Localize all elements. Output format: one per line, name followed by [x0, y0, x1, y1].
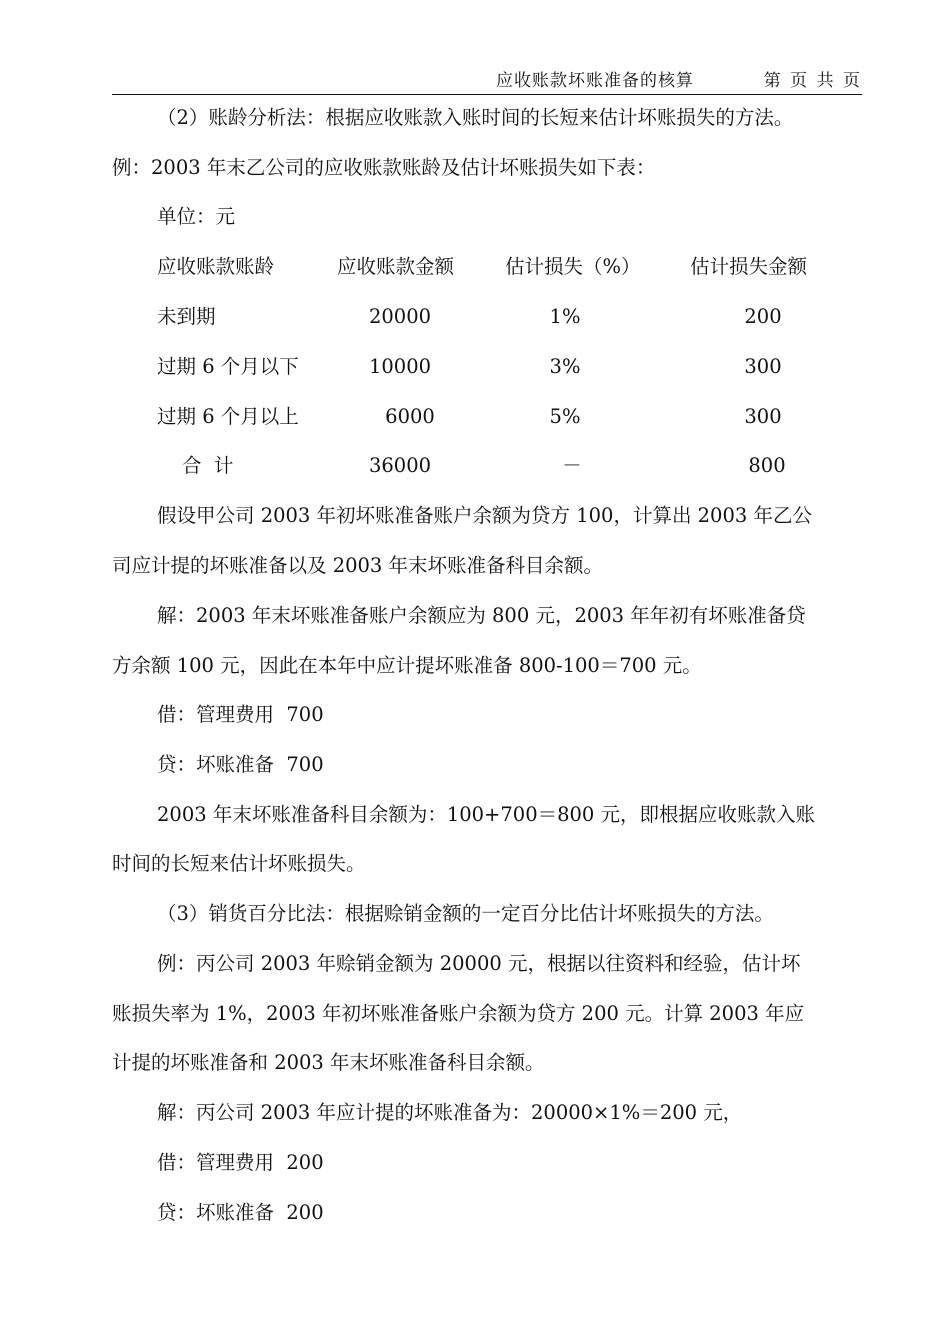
table-cell: 200: [744, 305, 782, 328]
paragraph-unit: 单位：元: [157, 205, 236, 228]
table-cell: 合 计: [182, 454, 234, 477]
table-cell: 36000: [368, 454, 432, 477]
table-cell: 20000: [368, 305, 432, 328]
paragraph-solution: 解：2003 年末坏账准备账户余额应为 800 元，2003 年年初有坏账准备贷: [157, 604, 806, 627]
journal-debit-2: 借：管理费用 200: [157, 1151, 324, 1174]
paragraph-solution-cont: 方余额 100 元，因此在本年中应计提坏账准备 800-100＝700 元。: [112, 654, 702, 677]
paragraph-sales-percent-method: （3）销货百分比法：根据赊销金额的一定百分比估计坏账损失的方法。: [157, 902, 774, 925]
journal-credit-2: 贷：坏账准备 200: [157, 1201, 324, 1224]
table-cell: －: [562, 454, 582, 477]
journal-credit: 贷：坏账准备 700: [157, 753, 324, 776]
paragraph-balance-cont: 时间的长短来估计坏账损失。: [112, 852, 366, 875]
table-cell: 3%: [549, 355, 581, 378]
paragraph-example-intro: 例：2003 年末乙公司的应收账款账龄及估计坏账损失如下表：: [112, 156, 656, 179]
table-cell: 6000: [385, 405, 435, 428]
table-cell: 800: [748, 454, 786, 477]
paragraph-aging-method: （2）账龄分析法：根据应收账款入账时间的长短来估计坏账损失的方法。: [157, 106, 794, 129]
table-cell: 过期 6 个月以上: [157, 405, 299, 428]
table-cell: 过期 6 个月以下: [157, 355, 299, 378]
paragraph-balance: 2003 年末坏账准备科目余额为：100+700＝800 元，即根据应收账款入账: [157, 803, 816, 826]
header-page-info: 第 页 共 页: [763, 71, 860, 91]
table-cell: 300: [744, 405, 782, 428]
table-cell: 未到期: [157, 305, 216, 328]
table-cell: 300: [744, 355, 782, 378]
table-cell: 5%: [549, 405, 581, 428]
journal-debit: 借：管理费用 700: [157, 703, 324, 726]
table-header-cell: 应收账款账龄: [157, 255, 275, 278]
paragraph-example-2-end: 计提的坏账准备和 2003 年末坏账准备科目余额。: [112, 1051, 545, 1074]
table-cell: 10000: [368, 355, 432, 378]
table-header-cell: 估计损失金额: [690, 255, 808, 278]
paragraph-example-2: 例：丙公司 2003 年赊销金额为 20000 元，根据以往资料和经验，估计坏: [157, 952, 801, 975]
table-cell: 1%: [549, 305, 581, 328]
header-title: 应收账款坏账准备的核算: [496, 71, 694, 91]
paragraph-example-2-cont: 账损失率为 1%，2003 年初坏账准备账户余额为贷方 200 元。计算 2003 年应: [112, 1002, 805, 1025]
table-header-cell: 应收账款金额: [337, 255, 455, 278]
paragraph-assumption-cont: 司应计提的坏账准备以及 2003 年末坏账准备科目余额。: [112, 554, 604, 577]
paragraph-solution-2: 解：丙公司 2003 年应计提的坏账准备为：20000×1%＝200 元，: [157, 1101, 743, 1124]
table-header-cell: 估计损失（%）: [505, 255, 641, 278]
page-header: [112, 64, 862, 95]
paragraph-assumption: 假设甲公司 2003 年初坏账准备账户余额为贷方 100，计算出 2003 年乙公: [157, 504, 812, 527]
